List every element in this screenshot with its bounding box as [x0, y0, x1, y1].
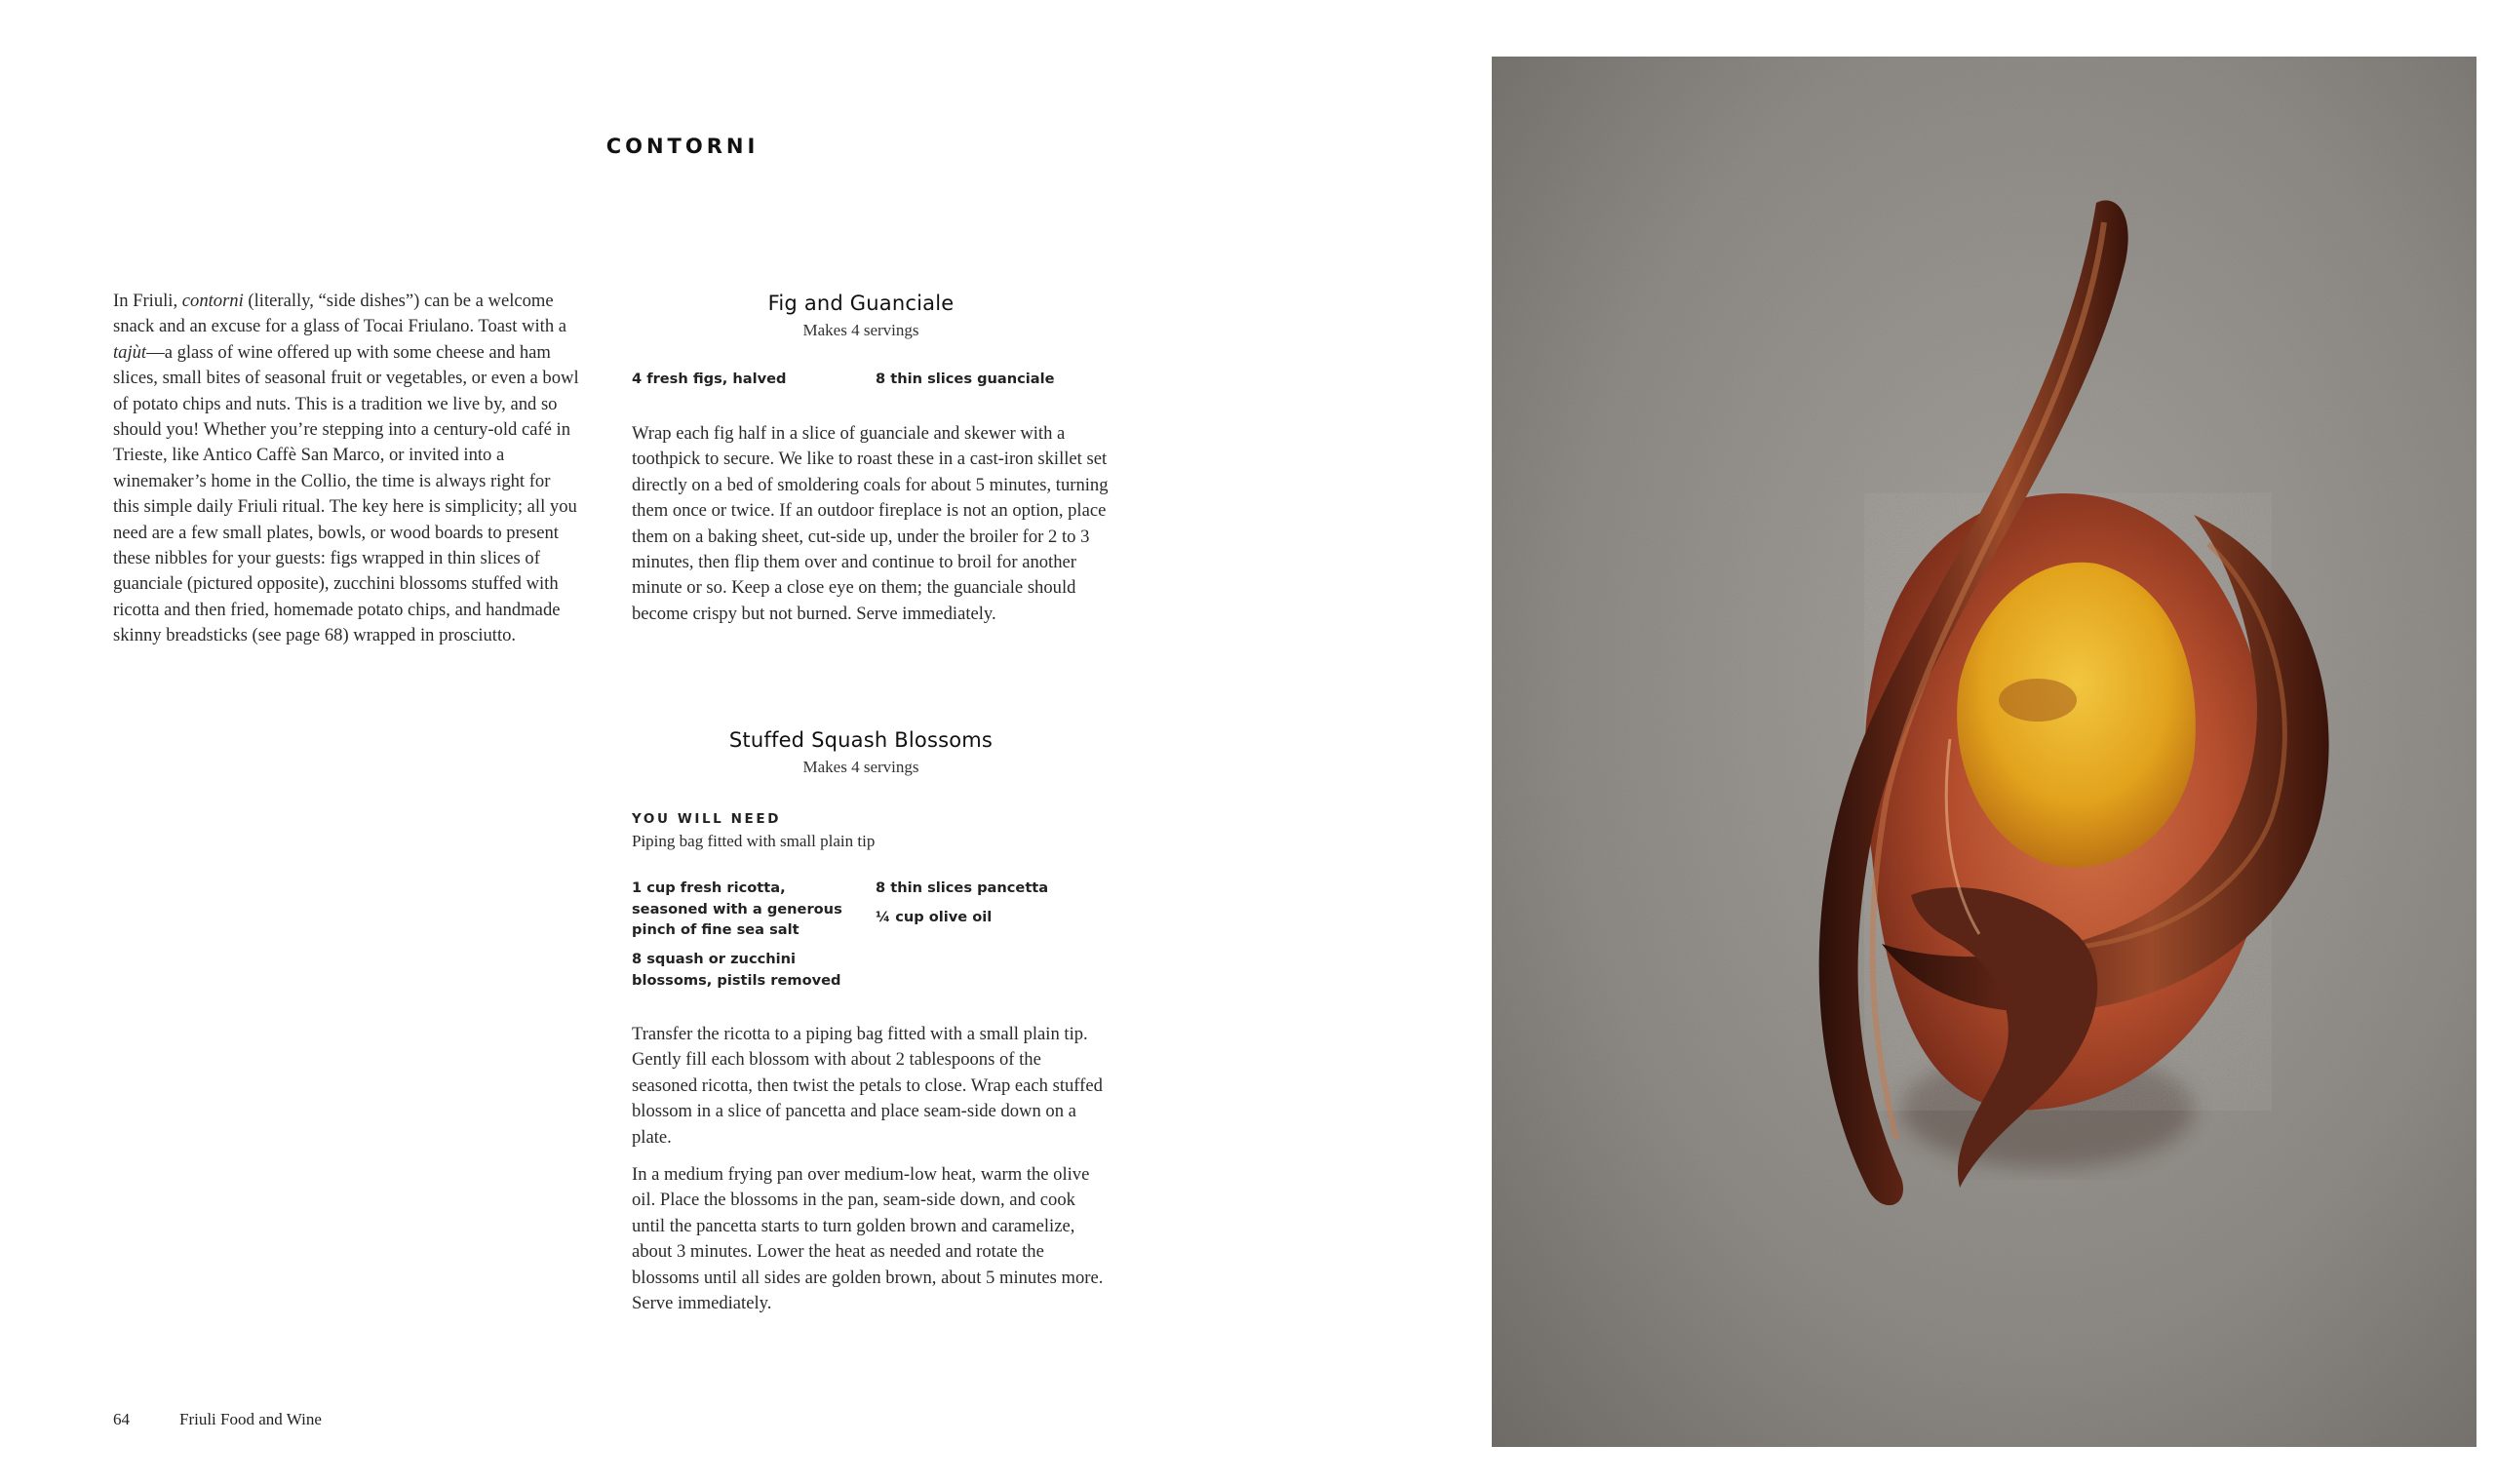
intro-mid: (literally, “side dishes”) can be a welcome snack and an excuse for a glass of Tocai Friulano. Toast with a [113, 291, 567, 337]
term-tajut: tajùt [113, 341, 147, 363]
method-paragraph: Wrap each fig half in a slice of guanciale and skewer with a toothpick to secure. We like to roast these in a cast-iron skillet set directly on a bed of smoldering coals for about 5 minutes, turning them once or twice. If an outdoor fireplace is not an option, place them on a baking sheet, cut-side up, under the broiler for 2 to 3 minutes, then flip them over and continue to broil for another minute or so. Keep a close eye on them; the guanciale should become crispy but not burned. Serve immediately. [632, 423, 1109, 624]
recipe-servings-fig: Makes 4 servings [802, 321, 919, 339]
fig-guanciale-photo [1492, 57, 2476, 1447]
section-title: CONTORNI [605, 135, 760, 158]
intro-rest: —a glass of wine offered up with some cheese and ham slices, small bites of seasonal fruit or vegetables, or even a bowl of potato chips and nuts. This is a tradition we live by, and so should you! Whether you’re stepping into a century-old café in Trieste, like Antico Caffè San Marco, or invited into a winemaker’s home in the Collio, the time is always right for this simple daily Friuli ritual. The key here is simplicity; all you need are a few small plates, bowls, or wood boards to present these nibbles for your guests: figs wrapped in thin slices of guanciale (pictured opposite), zucchini blossoms stuffed with ricotta and then fried, homemade potato chips, and handmade skinny breadsticks (see page 68) wrapped in prosciutto. [113, 341, 579, 646]
intro-prefix: In Friuli, [113, 291, 182, 311]
ingredient-ricotta: 1 cup fresh ricotta, seasoned with a generous pinch of fine sea salt [632, 879, 842, 938]
ingredient-olive-oil: ¼ cup olive oil [876, 909, 993, 925]
method-fig-guanciale [632, 421, 1110, 627]
recipe-servings-squash: Makes 4 servings [802, 758, 919, 776]
you-will-need-heading: YOU WILL NEED [632, 811, 781, 827]
you-will-need-item: Piping bag fitted with small plain tip [632, 832, 876, 850]
page-number: 64 [113, 1410, 130, 1428]
ingredient-blossoms: 8 squash or zucchini blossoms, pistils removed [632, 951, 841, 989]
running-footer-title: Friuli Food and Wine [179, 1410, 322, 1428]
intro-paragraph [113, 289, 579, 649]
recipe-title-squash-blossoms: Stuffed Squash Blossoms [728, 728, 994, 752]
method-paragraph-1: Transfer the ricotta to a piping bag fitted with a small plain tip. Gently fill each blossom with about 2 tablespoons of the seasoned ricotta, then twist the petals to close. Wrap each stuffed blossom in a slice of pancetta and place seam-side down on a plate. [632, 1024, 1103, 1148]
term-contorni: contorni [181, 291, 244, 311]
method-paragraph-2: In a medium frying pan over medium-low heat, warm the olive oil. Place the blossoms in the pan, seam-side down, and cook until the pancetta starts to turn golden brown and caramelize, about 3 minutes. Lower the heat as needed and rotate the blossoms until all sides are golden brown, about 5 minutes more. Serve immediately. [632, 1164, 1104, 1314]
ingredient-guanciale: 8 thin slices guanciale [876, 371, 1055, 387]
recipe-title-fig-guanciale: Fig and Guanciale [767, 292, 955, 315]
ingredient-figs: 4 fresh figs, halved [632, 371, 787, 387]
method-squash-blossoms [632, 1022, 1110, 1316]
ingredient-pancetta: 8 thin slices pancetta [876, 879, 1049, 896]
